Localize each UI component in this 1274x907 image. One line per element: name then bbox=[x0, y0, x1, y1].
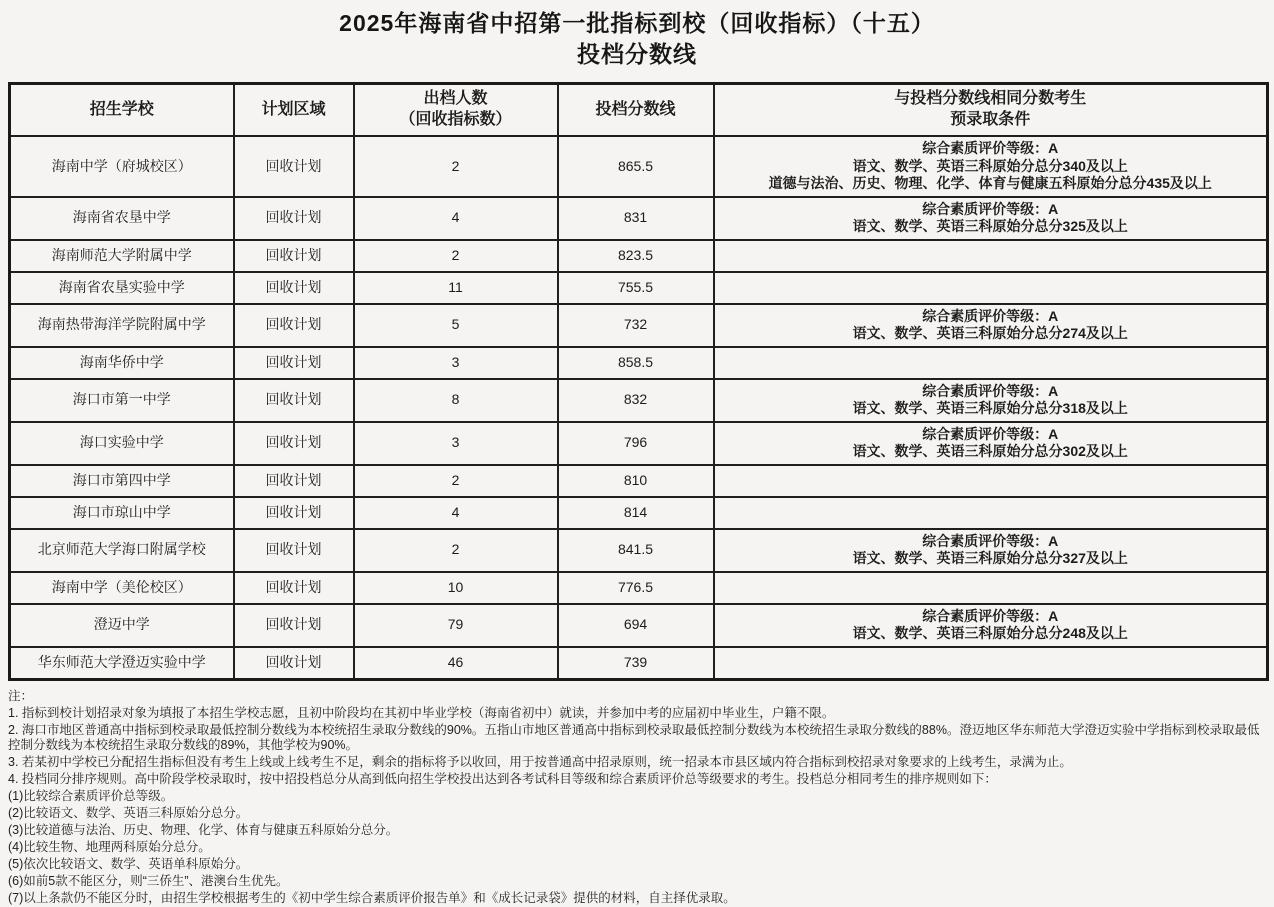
note-line: 3. 若某初中学校已分配招生指标但没有考生上线或上线考生不足，剩余的指标将予以收回，用于按普通高中招录原则，统一招录本市县区域内符合指标到校招录对象要求的上线考生，录满为止。 bbox=[8, 755, 1072, 770]
note-line: 1. 指标到校计划招录对象为填报了本招生学校志愿，且初中阶段均在其初中毕业学校（海南省初中）就读，并参加中考的应届初中毕业生，户籍不限。 bbox=[8, 705, 835, 720]
count-cell: 2 bbox=[354, 529, 558, 572]
condition-line: 语文、数学、英语三科原始分总分302及以上 bbox=[852, 443, 1128, 460]
plan-area-cell: 回收计划 bbox=[234, 197, 354, 240]
condition-line: 综合素质评价等级：A bbox=[922, 607, 1059, 624]
header-score bbox=[558, 84, 714, 137]
conditions-cell bbox=[714, 136, 1268, 197]
condition-line: 语文、数学、英语三科原始分总分325及以上 bbox=[852, 218, 1128, 235]
table-row bbox=[10, 347, 1268, 379]
score-cell: 832 bbox=[558, 379, 714, 422]
note-line: 4. 投档同分排序规则。高中阶段学校录取时，按中招投档总分从高到低向招生学校投出达到各考试科目等级和综合素质评价总等级要求的考生。投档总分相同考生的排序规则如下： bbox=[8, 772, 997, 787]
table-row bbox=[10, 240, 1268, 272]
condition-line: 综合素质评价等级：A bbox=[922, 532, 1059, 549]
school-cell: 澄迈中学 bbox=[10, 604, 234, 647]
conditions-cell bbox=[714, 422, 1268, 465]
school-cell: 海南中学（府城校区） bbox=[10, 136, 234, 197]
count-cell: 8 bbox=[354, 379, 558, 422]
school-cell: 海南师范大学附属中学 bbox=[10, 240, 234, 272]
score-cell: 858.5 bbox=[558, 347, 714, 379]
count-cell: 2 bbox=[354, 465, 558, 497]
count-cell: 3 bbox=[354, 347, 558, 379]
note-line: (3)比较道德与法治、历史、物理、化学、体育与健康五科原始分总分。 bbox=[8, 823, 399, 838]
header-count bbox=[354, 84, 558, 137]
plan-area-cell: 回收计划 bbox=[234, 272, 354, 304]
school-cell: 海南中学（美伦校区） bbox=[10, 572, 234, 604]
header-conditions-label-2: 预录取条件 bbox=[950, 111, 1031, 129]
score-cell: 810 bbox=[558, 465, 714, 497]
conditions-cell bbox=[714, 497, 1268, 529]
header-count-label-1: 出档人数 bbox=[423, 90, 488, 108]
plan-area-cell: 回收计划 bbox=[234, 136, 354, 197]
count-cell: 4 bbox=[354, 497, 558, 529]
conditions-cell bbox=[714, 240, 1268, 272]
count-cell: 10 bbox=[354, 572, 558, 604]
conditions-cell bbox=[714, 529, 1268, 572]
table-row bbox=[10, 379, 1268, 422]
school-cell: 海南省农垦实验中学 bbox=[10, 272, 234, 304]
score-table-header bbox=[10, 84, 1268, 137]
score-cell: 865.5 bbox=[558, 136, 714, 197]
condition-line: 综合素质评价等级：A bbox=[922, 307, 1059, 324]
notes-list bbox=[8, 706, 1268, 907]
score-table bbox=[8, 82, 1269, 681]
school-cell: 海南华侨中学 bbox=[10, 347, 234, 379]
conditions-cell bbox=[714, 304, 1268, 347]
count-cell: 46 bbox=[354, 647, 558, 680]
condition-line: 综合素质评价等级：A bbox=[922, 425, 1059, 442]
count-cell: 11 bbox=[354, 272, 558, 304]
conditions-cell bbox=[714, 465, 1268, 497]
plan-area-cell: 回收计划 bbox=[234, 529, 354, 572]
condition-line: 道德与法治、历史、物理、化学、体育与健康五科原始分总分435及以上 bbox=[768, 175, 1212, 192]
school-cell: 海口市第四中学 bbox=[10, 465, 234, 497]
school-cell: 北京师范大学海口附属学校 bbox=[10, 529, 234, 572]
score-cell: 841.5 bbox=[558, 529, 714, 572]
score-table-body bbox=[10, 136, 1268, 679]
table-row bbox=[10, 497, 1268, 529]
school-cell: 海口市第一中学 bbox=[10, 379, 234, 422]
school-cell: 海南热带海洋学院附属中学 bbox=[10, 304, 234, 347]
table-row bbox=[10, 465, 1268, 497]
score-cell: 831 bbox=[558, 197, 714, 240]
notes-section bbox=[8, 689, 1268, 907]
plan-area-cell: 回收计划 bbox=[234, 647, 354, 680]
conditions-cell bbox=[714, 379, 1268, 422]
table-row bbox=[10, 572, 1268, 604]
plan-area-cell: 回收计划 bbox=[234, 304, 354, 347]
count-cell: 3 bbox=[354, 422, 558, 465]
header-school-label: 招生学校 bbox=[89, 100, 154, 118]
header-count-label-2: （回收指标数） bbox=[399, 111, 512, 129]
condition-line: 综合素质评价等级：A bbox=[922, 200, 1059, 217]
header-plan-area-label: 计划区域 bbox=[261, 100, 326, 118]
score-cell: 796 bbox=[558, 422, 714, 465]
table-row bbox=[10, 529, 1268, 572]
note-line: (6)如前5款不能区分，则“三侨生”、港澳台生优先。 bbox=[8, 874, 289, 889]
score-cell: 755.5 bbox=[558, 272, 714, 304]
score-cell: 823.5 bbox=[558, 240, 714, 272]
count-cell: 79 bbox=[354, 604, 558, 647]
header-conditions-label-1: 与投档分数线相同分数考生 bbox=[894, 90, 1087, 108]
plan-area-cell: 回收计划 bbox=[234, 347, 354, 379]
note-line: (5)依次比较语文、数学、英语单科原始分。 bbox=[8, 857, 249, 872]
condition-line: 综合素质评价等级：A bbox=[922, 140, 1059, 157]
school-cell: 海口市琼山中学 bbox=[10, 497, 234, 529]
count-cell: 4 bbox=[354, 197, 558, 240]
condition-line: 语文、数学、英语三科原始分总分248及以上 bbox=[852, 625, 1128, 642]
page-title-line-2: 投档分数线 bbox=[577, 41, 697, 68]
conditions-cell bbox=[714, 197, 1268, 240]
note-line: (2)比较语文、数学、英语三科原始分总分。 bbox=[8, 806, 249, 821]
table-row bbox=[10, 422, 1268, 465]
note-line: 2. 海口市地区普通高中指标到校录取最低控制分数线为本校统招生录取分数线的90%。五指山市地区普通高中指标到校录取最低控制分数线为本校统招生录取分数线的88%。澄迈地区华东师范大学澄迈实验中学指标到校录取最低控制分数线为本校统招生录取分数线的89%，其他学校为90%。 bbox=[8, 722, 1260, 753]
plan-area-cell: 回收计划 bbox=[234, 572, 354, 604]
count-cell: 5 bbox=[354, 304, 558, 347]
header-row bbox=[10, 84, 1268, 137]
plan-area-cell: 回收计划 bbox=[234, 465, 354, 497]
plan-area-cell: 回收计划 bbox=[234, 422, 354, 465]
table-row bbox=[10, 136, 1268, 197]
header-plan-area bbox=[234, 84, 354, 137]
note-line: (4)比较生物、地理两科原始分总分。 bbox=[8, 840, 211, 855]
count-cell: 2 bbox=[354, 240, 558, 272]
conditions-cell bbox=[714, 347, 1268, 379]
table-row bbox=[10, 647, 1268, 680]
condition-line: 语文、数学、英语三科原始分总分318及以上 bbox=[852, 400, 1128, 417]
note-line: (7)以上条款仍不能区分时，由招生学校根据考生的《初中学生综合素质评价报告单》和《成长记录袋》提供的材料，自主择优录取。 bbox=[8, 891, 736, 906]
score-cell: 732 bbox=[558, 304, 714, 347]
plan-area-cell: 回收计划 bbox=[234, 240, 354, 272]
score-cell: 776.5 bbox=[558, 572, 714, 604]
score-cell: 739 bbox=[558, 647, 714, 680]
document-title bbox=[0, 0, 1274, 70]
count-cell: 2 bbox=[354, 136, 558, 197]
school-cell: 海南省农垦中学 bbox=[10, 197, 234, 240]
condition-line: 语文、数学、英语三科原始分总分274及以上 bbox=[852, 325, 1128, 342]
school-cell: 华东师范大学澄迈实验中学 bbox=[10, 647, 234, 680]
header-conditions bbox=[714, 84, 1268, 137]
plan-area-cell: 回收计划 bbox=[234, 379, 354, 422]
header-school bbox=[10, 84, 234, 137]
header-score-label: 投档分数线 bbox=[595, 100, 676, 118]
conditions-cell bbox=[714, 647, 1268, 680]
table-row bbox=[10, 604, 1268, 647]
conditions-cell bbox=[714, 604, 1268, 647]
plan-area-cell: 回收计划 bbox=[234, 604, 354, 647]
school-cell: 海口实验中学 bbox=[10, 422, 234, 465]
table-row bbox=[10, 304, 1268, 347]
conditions-cell bbox=[714, 572, 1268, 604]
notes-label: 注： bbox=[8, 688, 34, 703]
condition-line: 语文、数学、英语三科原始分总分327及以上 bbox=[852, 550, 1128, 567]
condition-line: 综合素质评价等级：A bbox=[922, 382, 1059, 399]
note-line: (1)比较综合素质评价总等级。 bbox=[8, 789, 174, 804]
plan-area-cell: 回收计划 bbox=[234, 497, 354, 529]
table-row bbox=[10, 197, 1268, 240]
page-title-line-1: 2025年海南省中招第一批指标到校（回收指标）（十五） bbox=[339, 10, 935, 36]
score-cell: 694 bbox=[558, 604, 714, 647]
score-cell: 814 bbox=[558, 497, 714, 529]
conditions-cell bbox=[714, 272, 1268, 304]
condition-line: 语文、数学、英语三科原始分总分340及以上 bbox=[852, 157, 1128, 174]
table-row bbox=[10, 272, 1268, 304]
